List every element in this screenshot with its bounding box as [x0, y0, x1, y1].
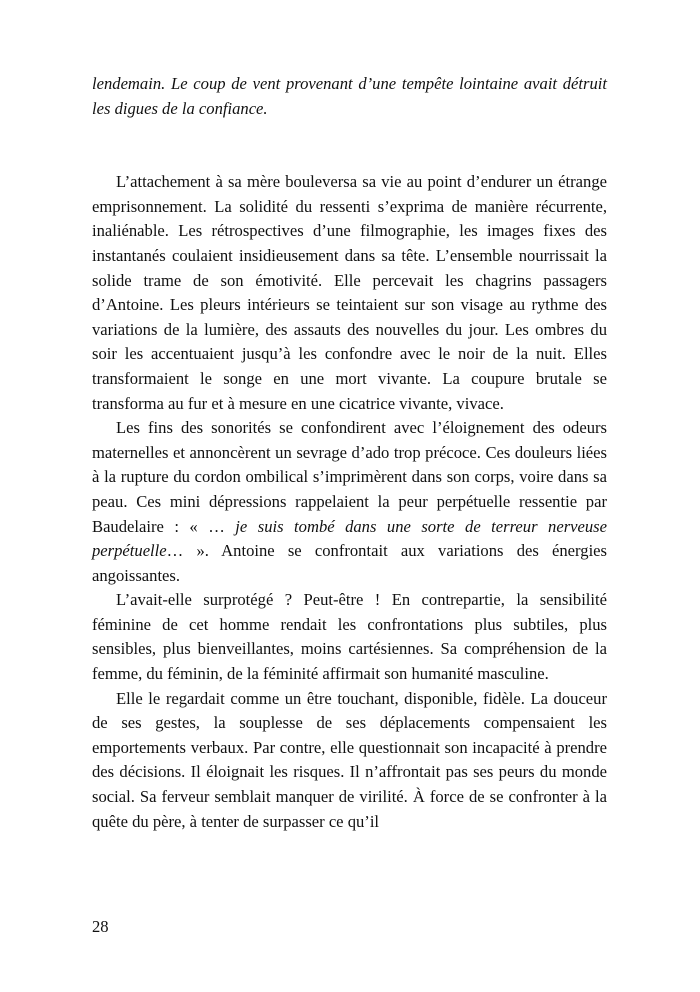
- baudelaire-quote: je suis tombé dans une sorte de terreur nerveuse perpétuelle: [92, 516, 608, 561]
- paragraph-touching: Elle le regardait comme un être touchant, disponible, fidèle. La douceur de ses gestes, la souplesse de ses déplacements compensaient les emportements verbaux. Par contre, elle questionnait son incapacité à prendre des décisions. Il éloignait les risques. Il n’affrontait pas ses peurs du monde social. Sa ferveur semblait manquer de virilité. À force de se confronter à la quête du père, à tenter de surpasser ce qu’il: [92, 688, 607, 831]
- paragraph-sonorities-text-after: … ». Antoine se confrontait aux variations des énergies angoissantes.: [92, 541, 607, 585]
- opening-italic-paragraph: lendemain. Le coup de vent provenant d’une tempête lointaine avait détruit les digues de la confiance.: [92, 74, 607, 118]
- page-body: [92, 72, 607, 834]
- paragraph-attachment: L’attachement à sa mère bouleversa sa vie au point d’endurer un étrange emprisonnement. La solidité du ressenti s’exprima de manière récurrente, inaliénable. Les rétrospectives d’une filmographie, les images fixes des instantanés coulaient insidieusement dans sa tête. L’ensemble nourrissait la solide trame de son émotivité. Elle percevait les chagrins passagers d’Antoine. Les pleurs intérieurs se teintaient sur son visage au rythme des variations de la lumière, des assauts des nouvelles du jour. Les ombres du soir les accentuaient jusqu’à les confondre avec le noir de la nuit. Elles transformaient le songe en une mort vivante. La coupure brutale se transforma au fur et à mesure en une cicatrice vivante, vivace.: [92, 172, 607, 413]
- paragraph-sonorities-text-before: Les fins des sonorités se confondirent avec l’éloignement des odeurs maternelles et annoncèrent un sevrage d’ado trop précoce. Ces douleurs liées à la rupture du cordon ombilical s’imprimèrent dans son corps, voire dans sa peau. Ces mini dépressions rappelaient la peur perpétuelle ressentie par Baudelaire : « …: [92, 418, 607, 536]
- paragraph-sonorities: [92, 416, 607, 588]
- page-number: 28: [92, 917, 109, 936]
- paragraph-overprotected: L’avait-elle surprotégé ? Peut-être ! En contrepartie, la sensibilité féminine de cet homme rendait les confrontations plus subtiles, plus sensibles, plus bienveillantes, moins cartésiennes. Sa compréhension de la femme, du féminin, de la féminité affirmait son humanité masculine.: [92, 590, 607, 684]
